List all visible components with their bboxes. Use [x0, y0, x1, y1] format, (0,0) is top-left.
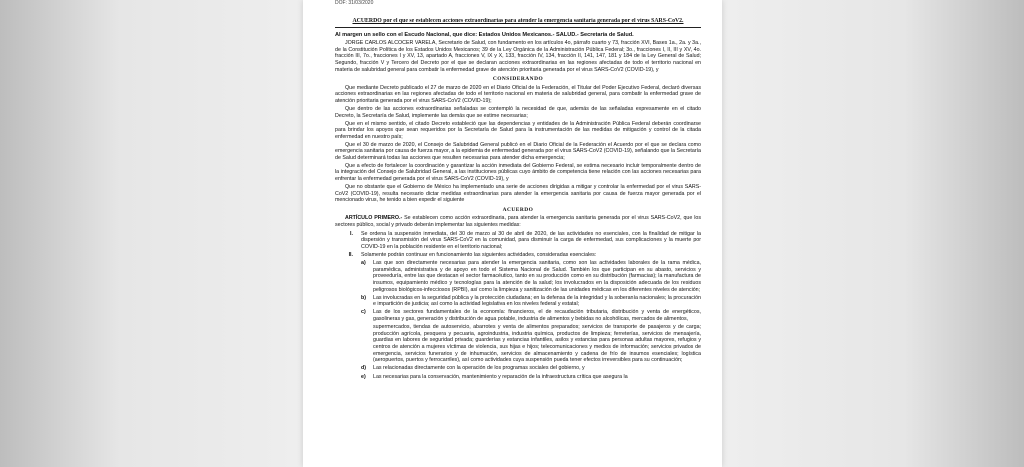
inciso-item — [361, 374, 701, 381]
considerando-paragraph: Que mediante Decreto publicado el 27 de marzo de 2020 en el Diario Oficial de la Federación, el Titular del Poder Ejecutivo Federal, declaró diversas acciones extraordinarias en las regiones afectadas de todo el territorio nacional en materia de salubridad general, para combatir la enfermedad grave de atención prioritaria generada por el virus SARS-CoV2 (COVID-19); — [335, 84, 701, 104]
fraccion-number: I. — [350, 230, 353, 237]
fraccion-item — [335, 252, 701, 259]
fraccion-text: Solamente podrán continuar en funcionamiento las siguientes actividades, consideradas esenciales: — [361, 251, 597, 258]
inciso-item — [361, 309, 701, 322]
acuerdo-heading: ACUERDO — [502, 206, 534, 213]
considerando-paragraph: Que dentro de las acciones extraordinarias señaladas se contempló la necesidad de que, además de las señaladas expresamente en el citado Decreto, la Secretaría de Salud, implemente las demás que se estime necesarias; — [335, 105, 701, 119]
considerando-heading: CONSIDERANDO — [492, 76, 544, 83]
document-title: ACUERDO por el que se establecen acciones extraordinarias para atender la emergencia sanitaria generada por el virus SARS-CoV2. — [352, 18, 684, 24]
title-rule — [335, 27, 701, 28]
inciso-text: Las que son directamente necesarias para atender la emergencia sanitaria, como son las actividades laborales de la rama médica, paramédica, administrativa y de apoyo en todo el Sistema Nacional de Salud. También los que participan en su abasto, servicios y proveeduría, entre las que destacan el sector farmacéutico, tanto en su producción como en su distribución (farmacias); la manufactura de insumos, equipamiento médico y tecnologías para la atención de la salud; los involucrados en la disposición adecuada de los residuos peligrosos biológicos-infecciosos (RPBI), así como la limpieza y sanitización de las unidades médicas en los diferentes niveles de atención; — [373, 260, 701, 293]
articulo-text: Se establecen como acción extraordinaria, para atender la emergencia sanitaria generada por el virus SARS-CoV2, que los sectores público, social y privado deberán implementar las siguientes medidas: — [335, 215, 701, 228]
inciso-text: Las relacionadas directamente con la operación de los programas sociales del gobierno, y — [373, 365, 585, 372]
inciso-text: Las involucradas en la seguridad pública y la protección ciudadana; en la defensa de la integridad y la soberanía nacionales; la procuración e impartición de justicia; así como la actividad legislativa en los niveles federal y estatal; — [373, 294, 701, 308]
considerando-paragraph: Que no obstante que el Gobierno de México ha implementado una serie de acciones dirigidas a mitigar y controlar la enfermedad por el virus SARS-CoV2 (COVID-19), resulta necesario dictar medidas extraordinarias para atender la emergencia sanitaria por causa de fuerza mayor generada por el mencionado virus, he tenido a bien expedir el siguiente — [335, 184, 701, 204]
inciso-item — [361, 260, 701, 293]
inciso-letter: e) — [361, 373, 366, 380]
inciso-text: Las de los sectores fundamentales de la economía: financieros, el de recaudación tributaria, distribución y venta de energéticos, gasolineras y gas, generación y distribución de agua potable, industria de alimentos y bebidas no alcohólicas, mercados de alimentos, — [373, 309, 701, 323]
considerando-paragraph: Que en el mismo sentido, el citado Decreto estableció que las dependencias y entidades de la Administración Pública Federal deberán coordinarse para brindar los apoyos que sean requeridos por la Secretaría de Salud para la instrumentación de las medidas de mitigación y control de la citada enfermedad en nuestro país; — [335, 120, 701, 140]
considerando-paragraph: Que a efecto de fortalecer la coordinación y garantizar la acción inmediata del Gobierno Federal, se estima necesario incluir temporalmente dentro de la integración del Consejo de Salubridad General, a las instituciones públicas cuyo ámbito de competencia tiene relación con las acciones necesarias para enfrentar la enfermedad generada por el virus SARS-CoV2 (COVID-19), y — [335, 162, 701, 183]
inciso-letter: a) — [361, 260, 366, 267]
document-page — [303, 0, 722, 467]
inciso-item — [361, 295, 701, 308]
considerando-paragraph: Que el 30 de marzo de 2020, el Consejo de Salubridad General publicó en el Diario Oficial de la Federación el Acuerdo por el que se declara como emergencia sanitaria por causa de fuerza mayor, a la epidemia de enfermedad generada por el virus SARS-CoV2 (COVID-19), señalando que la Secretaría de Salud determinará todas las acciones que resulten necesarias para atender dicha emergencia; — [335, 141, 701, 161]
inciso-letter: b) — [361, 294, 366, 301]
inciso-letter: d) — [361, 365, 366, 372]
articulo-label: ARTÍCULO PRIMERO.- — [345, 215, 403, 222]
document-body — [335, 0, 701, 382]
inciso-continuation: supermercados, tiendas de autoservicio, abarrotes y venta de alimentos preparados; servicios de transporte de pasajeros y de carga; producción agrícola, pesquera y pecuaria, agroindustria, industria química, productos de limpieza; ferreterías, servicios de mensajería, guardias en labores de seguridad privada; guarderías y estancias infantiles, asilos y estancias para personas adultas mayores, refugios y centros de atención a mujeres víctimas de violencia, sus hijas e hijos; telecomunicaciones y medios de información; servicios privados de emergencia, servicios funerarios y de inhumación, servicios de almacenamiento y cadena de frío de insumos esenciales; logística (aeropuertos, puertos y ferrocarriles), así como actividades cuya suspensión pueda tener efectos irreversibles para su continuación; — [373, 324, 701, 364]
articulo-primero — [335, 215, 701, 228]
fraccion-item — [335, 231, 701, 251]
header-fragment: DOF: 31/03/2020 — [335, 0, 374, 6]
seal-line: Al margen un sello con el Escudo Nacional, que dice: Estados Unidos Mexicanos.- SALUD.- Secretaría de Salud. — [335, 31, 634, 38]
intro-paragraph: JORGE CARLOS ALCOCER VARELA, Secretario de Salud, con fundamento en los artículos 4o, párrafo cuarto y 73, fracción XVI, Bases 1a., 2a. y 3a., de la Constitución Política de los Estados Unidos Mexicanos; 39 de la Ley Orgánica de la Administración Pública Federal; 3o., fracciones I, II, III y XV, 4o. fracción III, 7o., fracciones I y XV, 13, apartado A, fracciones V, IX y X, 133, fracción IV, 134, fracción II, 141, 147, 181 y 184 de la Ley General de Salud; Segundo, fracción V y Tercero del Decreto por el que se declaran acciones extraordinarias en las regiones afectadas de todo el territorio nacional en materia de salubridad general para combatir la enfermedad grave de atención prioritaria generada por el virus SARS-CoV2 (COVID-19), y — [335, 40, 701, 73]
fraccion-text: Se ordena la suspensión inmediata, del 30 de marzo al 30 de abril de 2020, de las actividades no esenciales, con la finalidad de mitigar la dispersión y transmisión del virus SARS-CoV2 en la comunidad, para disminuir la carga de enfermedad, sus complicaciones y la muerte por COVID-19 en la población residente en el territorio nacional; — [361, 230, 701, 250]
inciso-letter: c) — [361, 309, 366, 316]
inciso-item — [361, 365, 701, 372]
inciso-text: Las necesarias para la conservación, mantenimiento y reparación de la infraestructura crítica que asegura la — [373, 373, 628, 380]
fraccion-number: II. — [348, 251, 353, 258]
